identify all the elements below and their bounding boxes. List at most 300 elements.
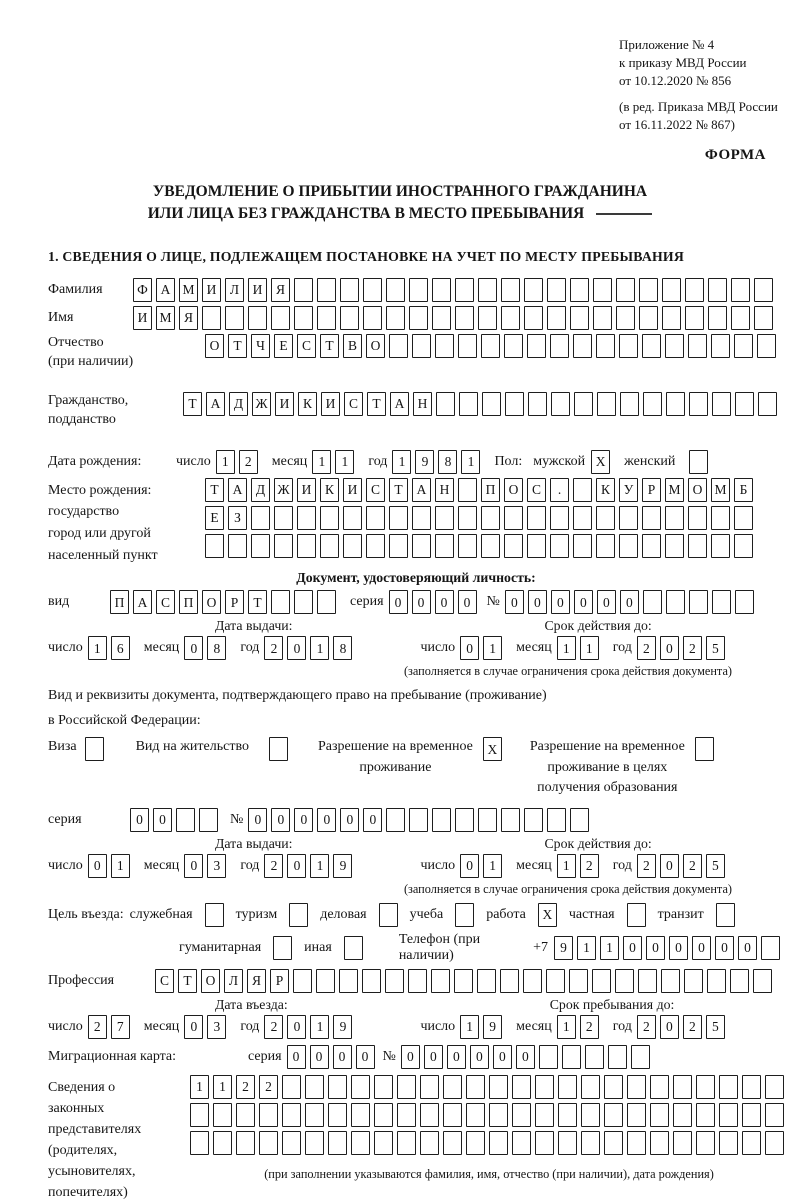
char-cell[interactable]: 0 bbox=[646, 936, 665, 960]
char-cell[interactable] bbox=[397, 1131, 416, 1155]
char-cell[interactable]: 0 bbox=[184, 636, 203, 660]
char-cell[interactable] bbox=[665, 534, 684, 558]
char-cell[interactable]: 5 bbox=[706, 1015, 725, 1039]
char-cell[interactable] bbox=[294, 590, 313, 614]
char-cell[interactable] bbox=[436, 392, 455, 416]
char-cell[interactable] bbox=[524, 278, 543, 302]
char-cell[interactable] bbox=[386, 278, 405, 302]
char-cell[interactable] bbox=[478, 808, 497, 832]
char-cell[interactable]: Р bbox=[642, 478, 661, 502]
char-cell[interactable] bbox=[409, 278, 428, 302]
char-cell[interactable]: Т bbox=[320, 334, 339, 358]
char-cell[interactable]: 0 bbox=[287, 1015, 306, 1039]
char-cell[interactable] bbox=[593, 306, 612, 330]
char-cell[interactable] bbox=[570, 808, 589, 832]
char-cell[interactable] bbox=[362, 969, 381, 993]
char-cell[interactable] bbox=[412, 506, 431, 530]
char-cell[interactable] bbox=[466, 1103, 485, 1127]
char-cell[interactable] bbox=[754, 278, 773, 302]
char-cell[interactable] bbox=[340, 306, 359, 330]
char-cell[interactable] bbox=[259, 1131, 278, 1155]
char-cell[interactable] bbox=[761, 936, 780, 960]
char-cell[interactable] bbox=[273, 936, 292, 960]
char-cell[interactable]: 5 bbox=[706, 854, 725, 878]
char-cell[interactable]: 1 bbox=[557, 1015, 576, 1039]
char-cell[interactable] bbox=[328, 1075, 347, 1099]
char-cell[interactable] bbox=[535, 1103, 554, 1127]
char-cell[interactable]: 0 bbox=[660, 854, 679, 878]
char-cell[interactable] bbox=[619, 534, 638, 558]
char-cell[interactable]: Т bbox=[228, 334, 247, 358]
char-cell[interactable] bbox=[225, 306, 244, 330]
char-cell[interactable] bbox=[592, 969, 611, 993]
char-cell[interactable] bbox=[585, 1045, 604, 1069]
char-cell[interactable]: Т bbox=[205, 478, 224, 502]
char-cell[interactable]: 2 bbox=[259, 1075, 278, 1099]
char-cell[interactable]: А bbox=[206, 392, 225, 416]
char-cell[interactable]: 1 bbox=[460, 1015, 479, 1039]
char-cell[interactable]: М bbox=[179, 278, 198, 302]
char-cell[interactable]: 2 bbox=[239, 450, 258, 474]
char-cell[interactable]: Р bbox=[270, 969, 289, 993]
char-cell[interactable]: П bbox=[110, 590, 129, 614]
char-cell[interactable]: 7 bbox=[111, 1015, 130, 1039]
char-cell[interactable]: С bbox=[297, 334, 316, 358]
char-cell[interactable] bbox=[719, 1131, 738, 1155]
char-cell[interactable]: 0 bbox=[294, 808, 313, 832]
char-cell[interactable]: 0 bbox=[184, 1015, 203, 1039]
char-cell[interactable]: 0 bbox=[184, 854, 203, 878]
char-cell[interactable] bbox=[501, 278, 520, 302]
char-cell[interactable] bbox=[294, 278, 313, 302]
char-cell[interactable] bbox=[420, 1103, 439, 1127]
char-cell[interactable]: 2 bbox=[264, 636, 283, 660]
char-cell[interactable] bbox=[642, 334, 661, 358]
char-cell[interactable]: 0 bbox=[460, 854, 479, 878]
char-cell[interactable] bbox=[596, 534, 615, 558]
char-cell[interactable]: 1 bbox=[600, 936, 619, 960]
char-cell[interactable] bbox=[616, 278, 635, 302]
char-cell[interactable]: 2 bbox=[637, 854, 656, 878]
char-cell[interactable] bbox=[443, 1103, 462, 1127]
char-cell[interactable] bbox=[573, 478, 592, 502]
char-cell[interactable] bbox=[489, 1075, 508, 1099]
char-cell[interactable] bbox=[666, 590, 685, 614]
char-cell[interactable] bbox=[504, 506, 523, 530]
char-cell[interactable] bbox=[205, 903, 224, 927]
char-cell[interactable] bbox=[501, 306, 520, 330]
char-cell[interactable] bbox=[251, 506, 270, 530]
char-cell[interactable] bbox=[481, 334, 500, 358]
char-cell[interactable] bbox=[719, 1075, 738, 1099]
char-cell[interactable]: X bbox=[591, 450, 610, 474]
char-cell[interactable] bbox=[481, 534, 500, 558]
char-cell[interactable]: 2 bbox=[683, 854, 702, 878]
char-cell[interactable] bbox=[389, 506, 408, 530]
char-cell[interactable] bbox=[643, 590, 662, 614]
char-cell[interactable] bbox=[317, 278, 336, 302]
char-cell[interactable] bbox=[374, 1103, 393, 1127]
char-cell[interactable] bbox=[689, 590, 708, 614]
char-cell[interactable] bbox=[742, 1131, 761, 1155]
char-cell[interactable] bbox=[248, 306, 267, 330]
char-cell[interactable]: 0 bbox=[447, 1045, 466, 1069]
char-cell[interactable]: 1 bbox=[88, 636, 107, 660]
char-cell[interactable] bbox=[432, 278, 451, 302]
char-cell[interactable] bbox=[550, 506, 569, 530]
char-cell[interactable] bbox=[205, 534, 224, 558]
char-cell[interactable]: У bbox=[619, 478, 638, 502]
char-cell[interactable]: 8 bbox=[207, 636, 226, 660]
char-cell[interactable] bbox=[685, 306, 704, 330]
char-cell[interactable]: 2 bbox=[264, 1015, 283, 1039]
char-cell[interactable] bbox=[466, 1075, 485, 1099]
char-cell[interactable]: М bbox=[711, 478, 730, 502]
char-cell[interactable]: 0 bbox=[669, 936, 688, 960]
char-cell[interactable] bbox=[650, 1131, 669, 1155]
char-cell[interactable]: 0 bbox=[435, 590, 454, 614]
char-cell[interactable] bbox=[85, 737, 104, 761]
char-cell[interactable]: А bbox=[390, 392, 409, 416]
char-cell[interactable]: О bbox=[202, 590, 221, 614]
char-cell[interactable]: 0 bbox=[505, 590, 524, 614]
char-cell[interactable]: И bbox=[202, 278, 221, 302]
char-cell[interactable] bbox=[731, 306, 750, 330]
char-cell[interactable] bbox=[374, 1131, 393, 1155]
char-cell[interactable] bbox=[259, 1103, 278, 1127]
char-cell[interactable]: И bbox=[321, 392, 340, 416]
char-cell[interactable]: 2 bbox=[264, 854, 283, 878]
char-cell[interactable] bbox=[673, 1103, 692, 1127]
char-cell[interactable]: 0 bbox=[363, 808, 382, 832]
char-cell[interactable] bbox=[455, 278, 474, 302]
char-cell[interactable] bbox=[340, 278, 359, 302]
char-cell[interactable]: А bbox=[156, 278, 175, 302]
char-cell[interactable] bbox=[366, 534, 385, 558]
char-cell[interactable] bbox=[535, 1075, 554, 1099]
char-cell[interactable] bbox=[551, 392, 570, 416]
char-cell[interactable] bbox=[650, 1103, 669, 1127]
char-cell[interactable] bbox=[282, 1103, 301, 1127]
char-cell[interactable] bbox=[547, 808, 566, 832]
char-cell[interactable]: А bbox=[412, 478, 431, 502]
char-cell[interactable]: 0 bbox=[470, 1045, 489, 1069]
char-cell[interactable]: 1 bbox=[335, 450, 354, 474]
char-cell[interactable]: 0 bbox=[333, 1045, 352, 1069]
char-cell[interactable]: 1 bbox=[213, 1075, 232, 1099]
char-cell[interactable] bbox=[282, 1131, 301, 1155]
char-cell[interactable] bbox=[213, 1103, 232, 1127]
char-cell[interactable]: 0 bbox=[88, 854, 107, 878]
char-cell[interactable] bbox=[596, 334, 615, 358]
char-cell[interactable] bbox=[673, 1075, 692, 1099]
char-cell[interactable] bbox=[731, 278, 750, 302]
char-cell[interactable] bbox=[397, 1075, 416, 1099]
char-cell[interactable] bbox=[570, 278, 589, 302]
char-cell[interactable] bbox=[627, 1075, 646, 1099]
char-cell[interactable]: Ж bbox=[274, 478, 293, 502]
char-cell[interactable] bbox=[707, 969, 726, 993]
char-cell[interactable] bbox=[684, 969, 703, 993]
char-cell[interactable] bbox=[328, 1131, 347, 1155]
char-cell[interactable] bbox=[271, 590, 290, 614]
char-cell[interactable] bbox=[573, 334, 592, 358]
char-cell[interactable]: М bbox=[665, 478, 684, 502]
char-cell[interactable] bbox=[420, 1131, 439, 1155]
char-cell[interactable] bbox=[443, 1075, 462, 1099]
char-cell[interactable] bbox=[558, 1075, 577, 1099]
char-cell[interactable] bbox=[550, 334, 569, 358]
char-cell[interactable]: О bbox=[504, 478, 523, 502]
char-cell[interactable]: Н bbox=[413, 392, 432, 416]
char-cell[interactable] bbox=[190, 1131, 209, 1155]
char-cell[interactable] bbox=[505, 392, 524, 416]
char-cell[interactable]: К bbox=[298, 392, 317, 416]
char-cell[interactable]: 8 bbox=[438, 450, 457, 474]
char-cell[interactable] bbox=[317, 306, 336, 330]
char-cell[interactable] bbox=[482, 392, 501, 416]
char-cell[interactable]: Т bbox=[367, 392, 386, 416]
char-cell[interactable] bbox=[343, 506, 362, 530]
char-cell[interactable]: 9 bbox=[415, 450, 434, 474]
char-cell[interactable] bbox=[478, 306, 497, 330]
char-cell[interactable] bbox=[619, 334, 638, 358]
char-cell[interactable] bbox=[512, 1103, 531, 1127]
char-cell[interactable]: С bbox=[155, 969, 174, 993]
char-cell[interactable] bbox=[431, 969, 450, 993]
char-cell[interactable] bbox=[696, 1131, 715, 1155]
char-cell[interactable] bbox=[524, 808, 543, 832]
char-cell[interactable] bbox=[573, 506, 592, 530]
char-cell[interactable] bbox=[455, 808, 474, 832]
char-cell[interactable]: 0 bbox=[153, 808, 172, 832]
char-cell[interactable]: 2 bbox=[88, 1015, 107, 1039]
char-cell[interactable]: 0 bbox=[660, 1015, 679, 1039]
char-cell[interactable]: 0 bbox=[287, 1045, 306, 1069]
char-cell[interactable] bbox=[627, 903, 646, 927]
char-cell[interactable] bbox=[289, 903, 308, 927]
char-cell[interactable]: 1 bbox=[392, 450, 411, 474]
char-cell[interactable]: 0 bbox=[692, 936, 711, 960]
char-cell[interactable] bbox=[366, 506, 385, 530]
char-cell[interactable] bbox=[199, 808, 218, 832]
char-cell[interactable]: Т bbox=[389, 478, 408, 502]
char-cell[interactable]: 1 bbox=[310, 636, 329, 660]
char-cell[interactable]: 9 bbox=[333, 854, 352, 878]
char-cell[interactable] bbox=[297, 506, 316, 530]
char-cell[interactable]: 0 bbox=[660, 636, 679, 660]
char-cell[interactable]: 1 bbox=[461, 450, 480, 474]
char-cell[interactable] bbox=[478, 278, 497, 302]
char-cell[interactable]: Я bbox=[179, 306, 198, 330]
char-cell[interactable]: 2 bbox=[637, 636, 656, 660]
char-cell[interactable] bbox=[363, 306, 382, 330]
char-cell[interactable] bbox=[432, 306, 451, 330]
char-cell[interactable] bbox=[489, 1103, 508, 1127]
char-cell[interactable] bbox=[409, 808, 428, 832]
char-cell[interactable]: 0 bbox=[389, 590, 408, 614]
char-cell[interactable] bbox=[344, 936, 363, 960]
char-cell[interactable]: Л bbox=[225, 278, 244, 302]
char-cell[interactable] bbox=[696, 1075, 715, 1099]
char-cell[interactable] bbox=[631, 1045, 650, 1069]
char-cell[interactable] bbox=[708, 306, 727, 330]
char-cell[interactable]: С bbox=[366, 478, 385, 502]
char-cell[interactable] bbox=[608, 1045, 627, 1069]
char-cell[interactable] bbox=[546, 969, 565, 993]
char-cell[interactable]: 0 bbox=[287, 854, 306, 878]
char-cell[interactable] bbox=[604, 1075, 623, 1099]
char-cell[interactable] bbox=[458, 534, 477, 558]
char-cell[interactable]: 1 bbox=[580, 636, 599, 660]
char-cell[interactable] bbox=[459, 392, 478, 416]
char-cell[interactable] bbox=[305, 1131, 324, 1155]
char-cell[interactable] bbox=[500, 969, 519, 993]
char-cell[interactable]: 2 bbox=[683, 636, 702, 660]
char-cell[interactable] bbox=[236, 1103, 255, 1127]
char-cell[interactable] bbox=[432, 808, 451, 832]
char-cell[interactable] bbox=[251, 534, 270, 558]
char-cell[interactable]: 0 bbox=[287, 636, 306, 660]
char-cell[interactable] bbox=[754, 306, 773, 330]
char-cell[interactable] bbox=[627, 1131, 646, 1155]
char-cell[interactable] bbox=[458, 506, 477, 530]
char-cell[interactable] bbox=[328, 1103, 347, 1127]
char-cell[interactable] bbox=[569, 969, 588, 993]
char-cell[interactable] bbox=[297, 534, 316, 558]
char-cell[interactable]: 2 bbox=[683, 1015, 702, 1039]
char-cell[interactable]: 1 bbox=[312, 450, 331, 474]
char-cell[interactable]: И bbox=[297, 478, 316, 502]
char-cell[interactable] bbox=[504, 334, 523, 358]
char-cell[interactable] bbox=[512, 1075, 531, 1099]
char-cell[interactable] bbox=[620, 392, 639, 416]
char-cell[interactable] bbox=[627, 1103, 646, 1127]
char-cell[interactable] bbox=[547, 278, 566, 302]
char-cell[interactable] bbox=[412, 534, 431, 558]
char-cell[interactable]: Е bbox=[274, 334, 293, 358]
char-cell[interactable] bbox=[274, 534, 293, 558]
char-cell[interactable]: 8 bbox=[333, 636, 352, 660]
char-cell[interactable] bbox=[351, 1103, 370, 1127]
char-cell[interactable] bbox=[385, 969, 404, 993]
char-cell[interactable] bbox=[527, 334, 546, 358]
char-cell[interactable] bbox=[558, 1131, 577, 1155]
char-cell[interactable]: 1 bbox=[557, 636, 576, 660]
char-cell[interactable]: О bbox=[688, 478, 707, 502]
char-cell[interactable]: С bbox=[156, 590, 175, 614]
char-cell[interactable] bbox=[458, 334, 477, 358]
char-cell[interactable]: О bbox=[205, 334, 224, 358]
char-cell[interactable] bbox=[435, 334, 454, 358]
char-cell[interactable]: 9 bbox=[483, 1015, 502, 1039]
char-cell[interactable] bbox=[685, 278, 704, 302]
char-cell[interactable] bbox=[271, 306, 290, 330]
char-cell[interactable]: 0 bbox=[458, 590, 477, 614]
char-cell[interactable] bbox=[293, 969, 312, 993]
char-cell[interactable]: 9 bbox=[554, 936, 573, 960]
char-cell[interactable] bbox=[604, 1131, 623, 1155]
char-cell[interactable]: 0 bbox=[340, 808, 359, 832]
char-cell[interactable] bbox=[528, 392, 547, 416]
char-cell[interactable]: 0 bbox=[623, 936, 642, 960]
char-cell[interactable]: 0 bbox=[528, 590, 547, 614]
char-cell[interactable]: 0 bbox=[271, 808, 290, 832]
char-cell[interactable]: К bbox=[596, 478, 615, 502]
char-cell[interactable]: П bbox=[481, 478, 500, 502]
char-cell[interactable] bbox=[523, 969, 542, 993]
char-cell[interactable] bbox=[458, 478, 477, 502]
char-cell[interactable] bbox=[412, 334, 431, 358]
char-cell[interactable] bbox=[581, 1131, 600, 1155]
char-cell[interactable]: 0 bbox=[310, 1045, 329, 1069]
char-cell[interactable] bbox=[305, 1103, 324, 1127]
char-cell[interactable]: X bbox=[483, 737, 502, 761]
char-cell[interactable] bbox=[689, 392, 708, 416]
char-cell[interactable] bbox=[730, 969, 749, 993]
char-cell[interactable] bbox=[202, 306, 221, 330]
char-cell[interactable] bbox=[765, 1103, 784, 1127]
char-cell[interactable] bbox=[719, 1103, 738, 1127]
char-cell[interactable] bbox=[696, 1103, 715, 1127]
char-cell[interactable] bbox=[573, 534, 592, 558]
char-cell[interactable]: X bbox=[538, 903, 557, 927]
char-cell[interactable]: 2 bbox=[637, 1015, 656, 1039]
char-cell[interactable] bbox=[711, 334, 730, 358]
char-cell[interactable] bbox=[512, 1131, 531, 1155]
char-cell[interactable] bbox=[643, 392, 662, 416]
char-cell[interactable] bbox=[708, 278, 727, 302]
char-cell[interactable] bbox=[665, 506, 684, 530]
char-cell[interactable] bbox=[734, 534, 753, 558]
char-cell[interactable] bbox=[688, 534, 707, 558]
char-cell[interactable] bbox=[695, 737, 714, 761]
char-cell[interactable] bbox=[443, 1131, 462, 1155]
char-cell[interactable]: 0 bbox=[715, 936, 734, 960]
char-cell[interactable]: 1 bbox=[216, 450, 235, 474]
char-cell[interactable] bbox=[501, 808, 520, 832]
char-cell[interactable]: . bbox=[550, 478, 569, 502]
char-cell[interactable] bbox=[688, 334, 707, 358]
char-cell[interactable]: Р bbox=[225, 590, 244, 614]
char-cell[interactable] bbox=[228, 534, 247, 558]
char-cell[interactable] bbox=[597, 392, 616, 416]
char-cell[interactable] bbox=[765, 1131, 784, 1155]
char-cell[interactable]: 1 bbox=[111, 854, 130, 878]
char-cell[interactable]: М bbox=[156, 306, 175, 330]
char-cell[interactable] bbox=[638, 969, 657, 993]
char-cell[interactable]: Д bbox=[229, 392, 248, 416]
char-cell[interactable] bbox=[236, 1131, 255, 1155]
char-cell[interactable] bbox=[639, 306, 658, 330]
char-cell[interactable] bbox=[527, 534, 546, 558]
char-cell[interactable]: 1 bbox=[577, 936, 596, 960]
char-cell[interactable] bbox=[389, 334, 408, 358]
char-cell[interactable] bbox=[455, 306, 474, 330]
char-cell[interactable] bbox=[274, 506, 293, 530]
char-cell[interactable] bbox=[269, 737, 288, 761]
char-cell[interactable] bbox=[665, 334, 684, 358]
char-cell[interactable]: Ж bbox=[252, 392, 271, 416]
char-cell[interactable] bbox=[504, 534, 523, 558]
char-cell[interactable]: И bbox=[275, 392, 294, 416]
char-cell[interactable]: 1 bbox=[190, 1075, 209, 1099]
char-cell[interactable]: О bbox=[201, 969, 220, 993]
char-cell[interactable]: А bbox=[228, 478, 247, 502]
char-cell[interactable] bbox=[409, 306, 428, 330]
char-cell[interactable] bbox=[596, 506, 615, 530]
char-cell[interactable]: О bbox=[366, 334, 385, 358]
